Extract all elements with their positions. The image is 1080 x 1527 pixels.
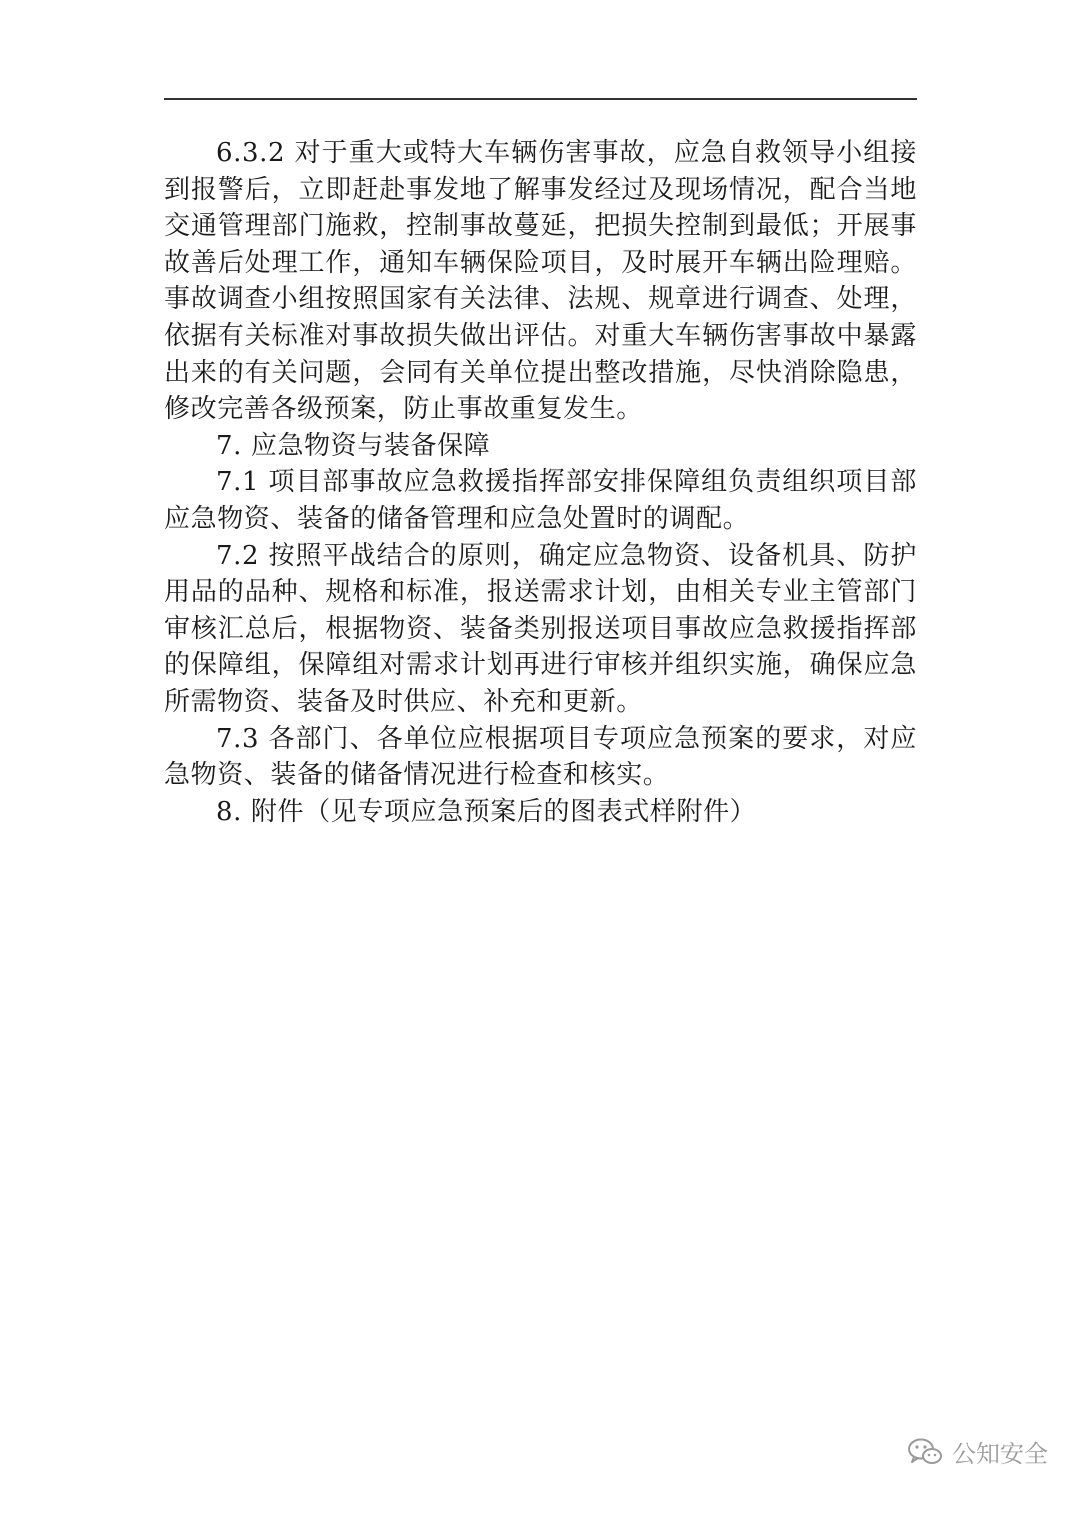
heading-section-7: 7. 应急物资与装备保障 (216, 430, 491, 461)
watermark (906, 1434, 1048, 1469)
paragraph-6-3-2: 6.3.2 对于重大或特大车辆伤害事故，应急自救领导小组接到报警后，立即赶赴事发地了解事发经过及现场情况，配合当地交通管理部门施救，控制事故蔓延，把损失控制到最低；开展事故善后处理工作，通知车辆保险项目，及时展开车辆出险理赔。事故调查小组按照国家有关法律、法规、规章进行调查、处理，依据有关标准对事故损失做出评估。对重大车辆伤害事故中暴露出来的有关问题，会同有关单位提出整改措施，尽快消除隐患，修改完善各级预案，防止事故重复发生。 (164, 138, 917, 425)
header-rule (164, 98, 917, 100)
wechat-icon (906, 1437, 944, 1467)
paragraph-7-3: 7.3 各部门、各单位应根据项目专项应急预案的要求，对应急物资、装备的储备情况进行检查和核实。 (164, 723, 917, 791)
watermark-text: 公知安全 (952, 1440, 1048, 1468)
paragraph-7-1: 7.1 项目部事故应急救援指挥部安排保障组负责组织项目部应急物资、装备的储备管理和应急处置时的调配。 (164, 467, 917, 534)
paragraph-7-2: 7.2 按照平战结合的原则，确定应急物资、设备机具、防护用品的品种、规格和标准，报送需求计划，由相关专业主管部门审核汇总后，根据物资、装备类别报送项目事故应急救援指挥部的保障组，保障组对需求计划再进行审核并组织实施，确保应急所需物资、装备及时供应、补充和更新。 (164, 540, 917, 717)
document-body (164, 135, 917, 830)
heading-section-8: 8. 附件（见专项应急预案后的图表式样附件） (216, 796, 757, 827)
